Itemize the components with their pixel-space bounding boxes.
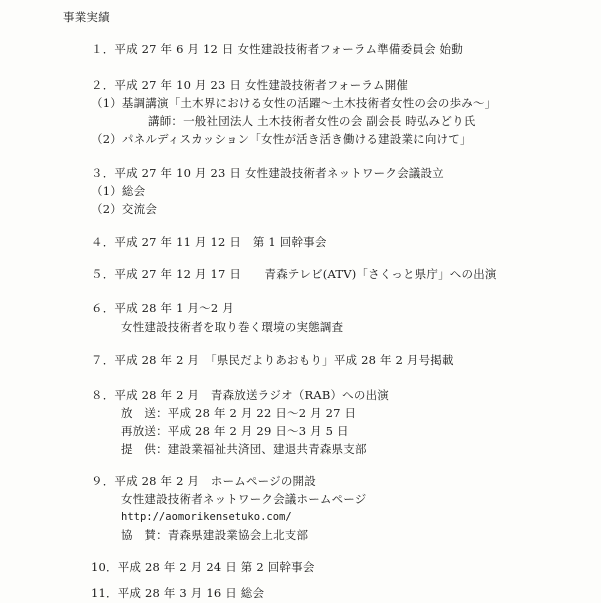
item-8: ８．平成 28 年 2 月 青森放送ラジオ（RAB）への出演 [91, 388, 389, 402]
item-8-broadcast: 放 送：平成 28 年 2 月 22 日～2 月 27 日 [121, 406, 357, 420]
item-8-rebroadcast: 再放送：平成 28 年 2 月 29 日～3 月 5 日 [121, 424, 349, 438]
item-5: ５．平成 27 年 12 月 17 日 青森テレビ(ATV)「さくっと県庁」への出演 [91, 267, 497, 281]
item-4: ４．平成 27 年 11 月 12 日 第 1 回幹事会 [91, 235, 327, 249]
item-11: 11．平成 28 年 3 月 16 日 総会 [91, 586, 265, 600]
item-2-sub-1: （1）基調講演「土木界における女性の活躍～土木技術者女性の会の歩み～」 [91, 96, 497, 110]
item-10: 10．平成 28 年 2 月 24 日 第 2 回幹事会 [91, 560, 315, 574]
item-3-sub-1: （1）総会 [91, 184, 146, 198]
item-9: ９．平成 28 年 2 月 ホームページの開設 [91, 474, 316, 488]
item-9-supporter: 協 賛：青森県建設業協会上北支部 [121, 528, 309, 542]
item-6: ６．平成 28 年 1 月～2 月 [91, 301, 234, 315]
item-8-sponsor: 提 供：建設業福祉共済団、建退共青森県支部 [121, 442, 367, 456]
item-1: １．平成 27 年 6 月 12 日 女性建設技術者フォーラム準備委員会 始動 [91, 42, 463, 56]
item-3-sub-2: （2）交流会 [91, 202, 158, 216]
item-2: ２．平成 27 年 10 月 23 日 女性建設技術者フォーラム開催 [91, 78, 409, 92]
item-9-homepage-name: 女性建設技術者ネットワーク会議ホームページ [121, 492, 367, 506]
item-9-homepage-url: http://aomorikensetuko.com/ [121, 511, 292, 523]
item-6-detail: 女性建設技術者を取り巻く環境の実態調査 [121, 320, 344, 334]
item-7: ７．平成 28 年 2 月 「県民だよりあおもり」平成 28 年 2 月号掲載 [91, 353, 454, 367]
document-title: 事業実績 [63, 10, 110, 24]
item-2-sub-1-lecturer: 講師：一般社団法人 土木技術者女性の会 副会長 時弘みどり氏 [148, 114, 476, 128]
item-3: ３．平成 27 年 10 月 23 日 女性建設技術者ネットワーク会議設立 [91, 166, 444, 180]
item-2-sub-2: （2）パネルディスカッション「女性が活き活き働ける建設業に向けて」 [91, 132, 472, 146]
